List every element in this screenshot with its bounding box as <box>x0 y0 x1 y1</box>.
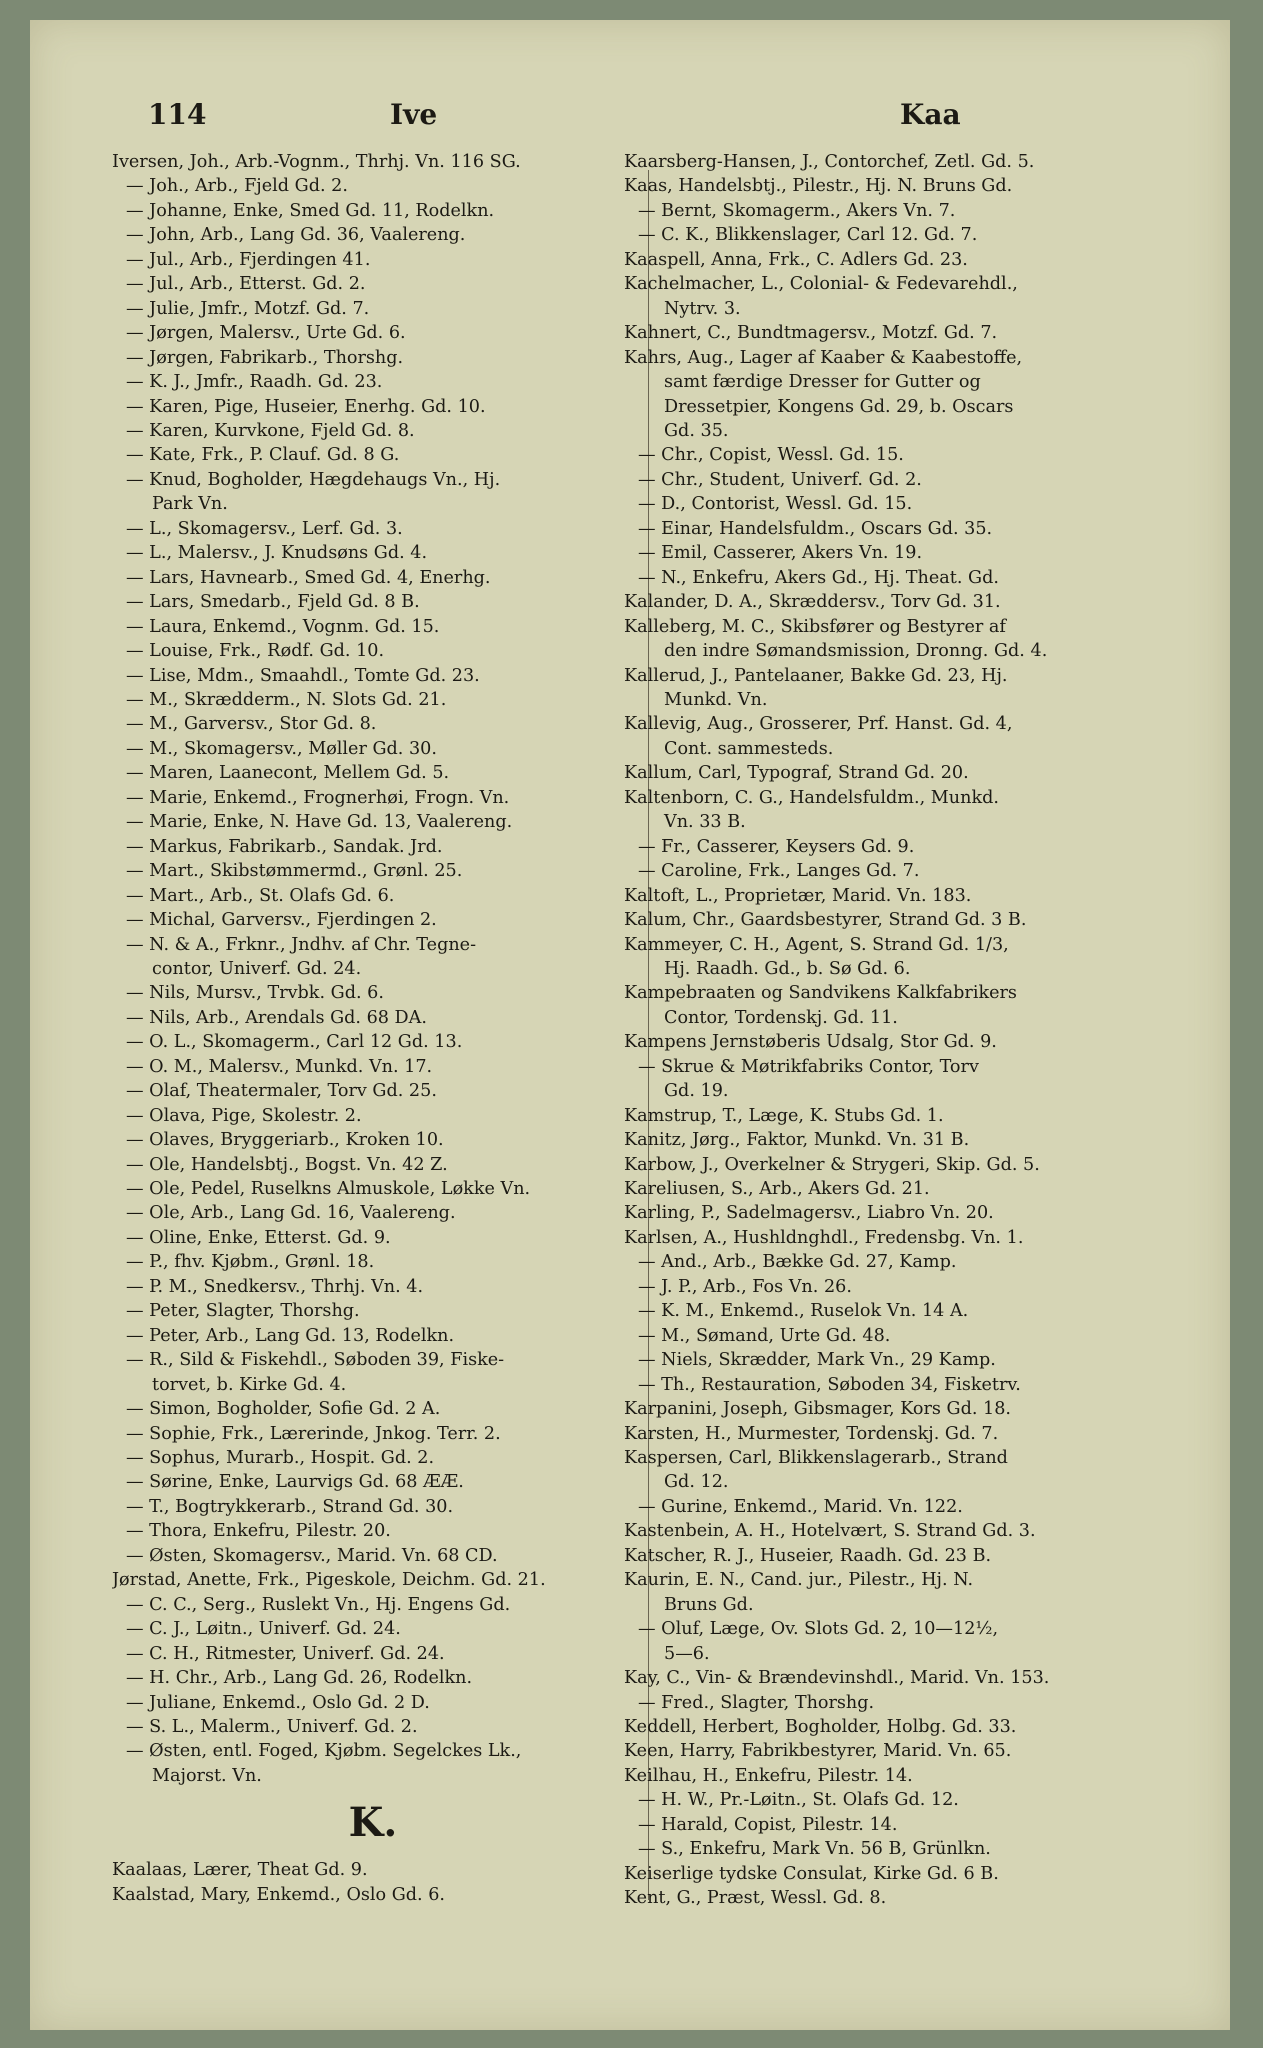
directory-subentry: — Olaf, Theatermaler, Torv Gd. 25. <box>126 1081 437 1102</box>
directory-subentry: — Einar, Handelsfuldm., Oscars Gd. 35. <box>638 518 993 539</box>
directory-entry: Karsten, H., Murmester, Tordenskj. Gd. 7. <box>624 1423 999 1444</box>
directory-subentry: — Peter, Arb., Lang Gd. 13, Rodelkn. <box>126 1325 455 1346</box>
directory-entry: Kalander, D. A., Skræddersv., Torv Gd. 31. <box>624 592 1001 613</box>
entry-continuation: contor, Univerf. Gd. 24. <box>152 958 362 979</box>
directory-entry: Karbow, J., Overkelner & Strygeri, Skip. Gd. 5. <box>624 1154 1040 1175</box>
directory-subentry: — O. L., Skomagerm., Carl 12 Gd. 13. <box>126 1032 463 1053</box>
directory-subentry: — M., Skrædderm., N. Slots Gd. 21. <box>126 689 447 710</box>
directory-subentry: — Ole, Handelsbtj., Bogst. Vn. 42 Z. <box>126 1154 448 1175</box>
directory-entry: Kallevig, Aug., Grosserer, Prf. Hanst. Gd. 4, <box>624 714 1013 735</box>
right-column <box>624 150 1146 1911</box>
directory-subentry: — Niels, Skrædder, Mark Vn., 29 Kamp. <box>638 1350 996 1371</box>
directory-subentry: — And., Arb., Bække Gd. 27, Kamp. <box>638 1252 957 1273</box>
entry-continuation: Dressetpier, Kongens Gd. 29, b. Oscars <box>664 396 1014 417</box>
directory-subentry: — Østen, Skomagersv., Marid. Vn. 68 CD. <box>126 1545 498 1566</box>
directory-subentry: — C. K., Blikkenslager, Carl 12. Gd. 7. <box>638 225 978 246</box>
directory-subentry: — Johanne, Enke, Smed Gd. 11, Rodelkn. <box>126 200 495 221</box>
directory-subentry: — N., Enkefru, Akers Gd., Hj. Theat. Gd. <box>638 567 999 588</box>
directory-subentry: — M., Garversv., Stor Gd. 8. <box>126 714 377 735</box>
directory-subentry: — Michal, Garversv., Fjerdingen 2. <box>126 910 437 931</box>
directory-subentry: — Gurine, Enkemd., Marid. Vn. 122. <box>638 1496 963 1517</box>
page-number: 114 <box>148 98 207 131</box>
directory-subentry: — P. M., Snedkersv., Thrhj. Vn. 4. <box>126 1276 424 1297</box>
entry-continuation: Munkd. Vn. <box>664 689 768 710</box>
entry-continuation: torvet, b. Kirke Gd. 4. <box>152 1374 347 1395</box>
entry-continuation: den indre Sømandsmission, Dronng. Gd. 4. <box>664 641 1048 662</box>
directory-subentry: — Joh., Arb., Fjeld Gd. 2. <box>126 176 348 197</box>
directory-entry: Katscher, R. J., Huseier, Raadh. Gd. 23 B. <box>624 1545 992 1566</box>
entry-continuation: Hj. Raadh. Gd., b. Sø Gd. 6. <box>664 958 911 979</box>
directory-entry: Kallum, Carl, Typograf, Strand Gd. 20. <box>624 763 969 784</box>
directory-entry: Keilhau, H., Enkefru, Pilestr. 14. <box>624 1765 913 1786</box>
directory-entry: Kaltoft, L., Proprietær, Marid. Vn. 183. <box>624 885 972 906</box>
directory-subentry: — Sophus, Murarb., Hospit. Gd. 2. <box>126 1448 435 1469</box>
directory-subentry: — Knud, Bogholder, Hægdehaugs Vn., Hj. <box>126 469 501 490</box>
directory-subentry: — Sophie, Frk., Lærerinde, Jnkog. Terr. 2. <box>126 1423 501 1444</box>
directory-subentry: — H. Chr., Arb., Lang Gd. 26, Rodelkn. <box>126 1668 473 1689</box>
entry-continuation: Bruns Gd. <box>664 1594 754 1615</box>
entry-continuation: Majorst. Vn. <box>152 1765 262 1786</box>
directory-entry: Kaalaas, Lærer, Theat Gd. 9. <box>112 1860 368 1881</box>
directory-subentry: — S., Enkefru, Mark Vn. 56 B, Grünlkn. <box>638 1839 991 1860</box>
entry-continuation: 5—6. <box>664 1643 710 1664</box>
directory-subentry: — Emil, Casserer, Akers Vn. 19. <box>638 543 923 564</box>
directory-subentry: — Ole, Pedel, Ruselkns Almuskole, Løkke Vn. <box>126 1179 531 1200</box>
directory-subentry: — Marie, Enkemd., Frognerhøi, Frogn. Vn. <box>126 787 510 808</box>
directory-subentry: — Fr., Casserer, Keysers Gd. 9. <box>638 836 915 857</box>
directory-subentry: — N. & A., Frknr., Jndhv. af Chr. Tegne- <box>126 934 477 955</box>
directory-entry: Kammeyer, C. H., Agent, S. Strand Gd. 1/3, <box>624 934 1009 955</box>
directory-subentry: — Chr., Copist, Wessl. Gd. 15. <box>638 445 904 466</box>
directory-subentry: — Caroline, Frk., Langes Gd. 7. <box>638 861 920 882</box>
directory-subentry: — M., Skomagersv., Møller Gd. 30. <box>126 738 437 759</box>
directory-subentry: — Harald, Copist, Pilestr. 14. <box>638 1814 898 1835</box>
entry-continuation: Gd. 35. <box>664 420 729 441</box>
directory-entry: Iversen, Joh., Arb.-Vognm., Thrhj. Vn. 116 SG. <box>112 152 521 172</box>
directory-entry: Keddell, Herbert, Bogholder, Holbg. Gd. 33. <box>624 1717 1017 1737</box>
directory-entry: Kay, C., Vin- & Brændevinshdl., Marid. Vn. 153. <box>624 1668 1050 1689</box>
directory-subentry: — R., Sild & Fiskehdl., Søboden 39, Fiske- <box>126 1350 505 1371</box>
directory-subentry: — K. J., Jmfr., Raadh. Gd. 23. <box>126 372 383 393</box>
directory-subentry: — Jørgen, Fabrikarb., Thorshg. <box>126 347 404 368</box>
directory-entry: Kampebraaten og Sandvikens Kalkfabrikers <box>624 983 1017 1004</box>
directory-entry: Karpanini, Joseph, Gibsmager, Kors Gd. 18. <box>624 1399 1012 1420</box>
directory-subentry: — Østen, entl. Foged, Kjøbm. Segelckes Lk., <box>126 1741 522 1762</box>
directory-subentry: — C. H., Ritmester, Univerf. Gd. 24. <box>126 1643 445 1664</box>
directory-subentry: — Mart., Arb., St. Olafs Gd. 6. <box>126 885 395 906</box>
directory-entry: Karlsen, A., Hushldnghdl., Fredensbg. Vn. 1. <box>624 1227 1024 1248</box>
directory-subentry: — Laura, Enkemd., Vognm. Gd. 15. <box>126 616 440 637</box>
directory-subentry: — Sørine, Enke, Laurvigs Gd. 68 ÆÆ. <box>126 1472 464 1493</box>
entry-continuation: Gd. 12. <box>664 1472 729 1493</box>
directory-entry: Kaurin, E. N., Cand. jur., Pilestr., Hj. N. <box>624 1570 974 1591</box>
directory-subentry: — Lars, Havnearb., Smed Gd. 4, Enerhg. <box>126 567 491 588</box>
entry-continuation: Cont. sammesteds. <box>664 738 834 759</box>
directory-subentry: — Lars, Smedarb., Fjeld Gd. 8 B. <box>126 592 420 613</box>
entry-continuation: Vn. 33 B. <box>664 812 746 833</box>
directory-subentry: — Oline, Enke, Etterst. Gd. 9. <box>126 1227 391 1248</box>
directory-subentry: — O. M., Malersv., Munkd. Vn. 17. <box>126 1056 433 1077</box>
directory-entry: Kalleberg, M. C., Skibsfører og Bestyrer af <box>624 616 1006 637</box>
directory-entry: Kachelmacher, L., Colonial- & Fedevarehdl., <box>624 274 1018 295</box>
directory-subentry: — Olava, Pige, Skolestr. 2. <box>126 1105 362 1126</box>
directory-entry: Kamstrup, T., Læge, K. Stubs Gd. 1. <box>624 1105 944 1126</box>
directory-subentry: — L., Skomagersv., Lerf. Gd. 3. <box>126 518 403 539</box>
directory-subentry: — J. P., Arb., Fos Vn. 26. <box>638 1276 852 1297</box>
directory-entry: Jørstad, Anette, Frk., Pigeskole, Deichm. Gd. 21. <box>112 1570 546 1591</box>
directory-entry: Keen, Harry, Fabrikbestyrer, Marid. Vn. 65. <box>624 1741 1012 1762</box>
directory-entry: Kaspersen, Carl, Blikkenslagerarb., Strand <box>624 1448 1008 1469</box>
directory-subentry: — Kate, Frk., P. Clauf. Gd. 8 G. <box>126 445 400 466</box>
directory-subentry: — Louise, Frk., Rødf. Gd. 10. <box>126 641 385 662</box>
directory-subentry: — Simon, Bogholder, Sofie Gd. 2 A. <box>126 1399 441 1420</box>
directory-subentry: — Karen, Kurvkone, Fjeld Gd. 8. <box>126 420 415 441</box>
directory-subentry: — P., fhv. Kjøbm., Grønl. 18. <box>126 1252 375 1273</box>
directory-subentry: — John, Arb., Lang Gd. 36, Vaalereng. <box>126 225 466 246</box>
directory-subentry: — C. C., Serg., Ruslekt Vn., Hj. Engens Gd. <box>126 1594 511 1615</box>
directory-entry: Kallerud, J., Pantelaaner, Bakke Gd. 23, Hj. <box>624 665 1008 686</box>
directory-subentry: — Markus, Fabrikarb., Sandak. Jrd. <box>126 836 443 857</box>
directory-subentry: — Jørgen, Malersv., Urte Gd. 6. <box>126 323 406 344</box>
left-column <box>112 150 634 1907</box>
directory-entry: Kahrs, Aug., Lager af Kaaber & Kaabestoffe, <box>624 347 1023 368</box>
entry-continuation: Nytrv. 3. <box>664 298 741 319</box>
directory-subentry: — Lise, Mdm., Smaahdl., Tomte Gd. 23. <box>126 665 480 686</box>
directory-subentry: — C. J., Løitn., Univerf. Gd. 24. <box>126 1619 401 1640</box>
directory-entry: Kahnert, C., Bundtmagersv., Motzf. Gd. 7. <box>624 323 998 344</box>
directory-subentry: — Juliane, Enkemd., Oslo Gd. 2 D. <box>126 1692 430 1713</box>
directory-subentry: — Peter, Slagter, Thorshg. <box>126 1301 360 1322</box>
directory-subentry: — Nils, Mursv., Trvbk. Gd. 6. <box>126 983 384 1004</box>
directory-entry: Keiserlige tydske Consulat, Kirke Gd. 6 B. <box>624 1863 999 1884</box>
directory-entry: Kaarsberg-Hansen, J., Contorchef, Zetl. Gd. 5. <box>624 152 1035 172</box>
directory-subentry: — Jul., Arb., Fjerdingen 41. <box>126 249 371 270</box>
directory-subentry: — Julie, Jmfr., Motzf. Gd. 7. <box>126 298 370 319</box>
directory-subentry: — S. L., Malerm., Univerf. Gd. 2. <box>126 1717 418 1737</box>
directory-entry: Kaalstad, Mary, Enkemd., Oslo Gd. 6. <box>112 1884 446 1905</box>
directory-entry: Karling, P., Sadelmagersv., Liabro Vn. 20. <box>624 1203 994 1224</box>
directory-subentry: — Karen, Pige, Huseier, Enerhg. Gd. 10. <box>126 396 486 417</box>
directory-subentry: — Maren, Laanecont, Mellem Gd. 5. <box>126 763 450 784</box>
directory-subentry: — Nils, Arb., Arendals Gd. 68 DA. <box>126 1007 427 1028</box>
page-header <box>148 98 1202 138</box>
directory-entry: Kareliusen, S., Arb., Akers Gd. 21. <box>624 1179 930 1200</box>
directory-entry: Kanitz, Jørg., Faktor, Munkd. Vn. 31 B. <box>624 1130 970 1151</box>
directory-subentry: — Jul., Arb., Etterst. Gd. 2. <box>126 274 366 295</box>
directory-subentry: — Olaves, Bryggeriarb., Kroken 10. <box>126 1130 444 1151</box>
entry-continuation: Contor, Tordenskj. Gd. 11. <box>664 1007 898 1028</box>
directory-subentry: — Marie, Enke, N. Have Gd. 13, Vaalereng. <box>126 812 513 833</box>
directory-subentry: — Bernt, Skomagerm., Akers Vn. 7. <box>638 200 956 221</box>
directory-subentry: — H. W., Pr.-Løitn., St. Olafs Gd. 12. <box>638 1790 959 1811</box>
right-column-heading: Kaa <box>900 98 961 131</box>
directory-entry: Kaas, Handelsbtj., Pilestr., Hj. N. Bruns Gd. <box>624 176 1013 197</box>
directory-subentry: — Chr., Student, Univerf. Gd. 2. <box>638 469 922 490</box>
directory-entry: Kent, G., Præst, Wessl. Gd. 8. <box>624 1888 887 1909</box>
entry-continuation: Gd. 19. <box>664 1081 729 1102</box>
directory-subentry: — D., Contorist, Wessl. Gd. 15. <box>638 494 913 515</box>
entry-continuation: samt færdige Dresser for Gutter og <box>664 372 981 393</box>
directory-subentry: — T., Bogtrykkerarb., Strand Gd. 30. <box>126 1496 454 1517</box>
directory-subentry: — Th., Restauration, Søboden 34, Fisketrv. <box>638 1374 1021 1395</box>
directory-entry: Kaaspell, Anna, Frk., C. Adlers Gd. 23. <box>624 249 968 270</box>
directory-entry: Kalum, Chr., Gaardsbestyrer, Strand Gd. 3 B. <box>624 910 1027 931</box>
entry-continuation: Park Vn. <box>152 494 228 515</box>
directory-entry: Kampens Jernstøberis Udsalg, Stor Gd. 9. <box>624 1032 997 1053</box>
directory-subentry: — Mart., Skibstømmermd., Grønl. 25. <box>126 861 463 882</box>
directory-subentry: — Thora, Enkefru, Pilestr. 20. <box>126 1521 391 1542</box>
section-letter-heading: K. <box>348 1799 398 1847</box>
directory-subentry: — L., Malersv., J. Knudsøns Gd. 4. <box>126 543 428 564</box>
directory-entry: Kastenbein, A. H., Hotelvært, S. Strand Gd. 3. <box>624 1521 1036 1542</box>
directory-subentry: — Fred., Slagter, Thorshg. <box>638 1692 875 1713</box>
directory-subentry: — Ole, Arb., Lang Gd. 16, Vaalereng. <box>126 1203 456 1224</box>
directory-subentry: — Skrue & Møtrikfabriks Contor, Torv <box>638 1056 979 1077</box>
left-column-heading: Ive <box>390 98 438 131</box>
directory-entry: Kaltenborn, C. G., Handelsfuldm., Munkd. <box>624 787 999 808</box>
directory-subentry: — Oluf, Læge, Ov. Slots Gd. 2, 10—12½, <box>638 1619 999 1640</box>
directory-subentry: — K. M., Enkemd., Ruselok Vn. 14 A. <box>638 1301 969 1322</box>
directory-subentry: — M., Sømand, Urte Gd. 48. <box>638 1325 891 1346</box>
